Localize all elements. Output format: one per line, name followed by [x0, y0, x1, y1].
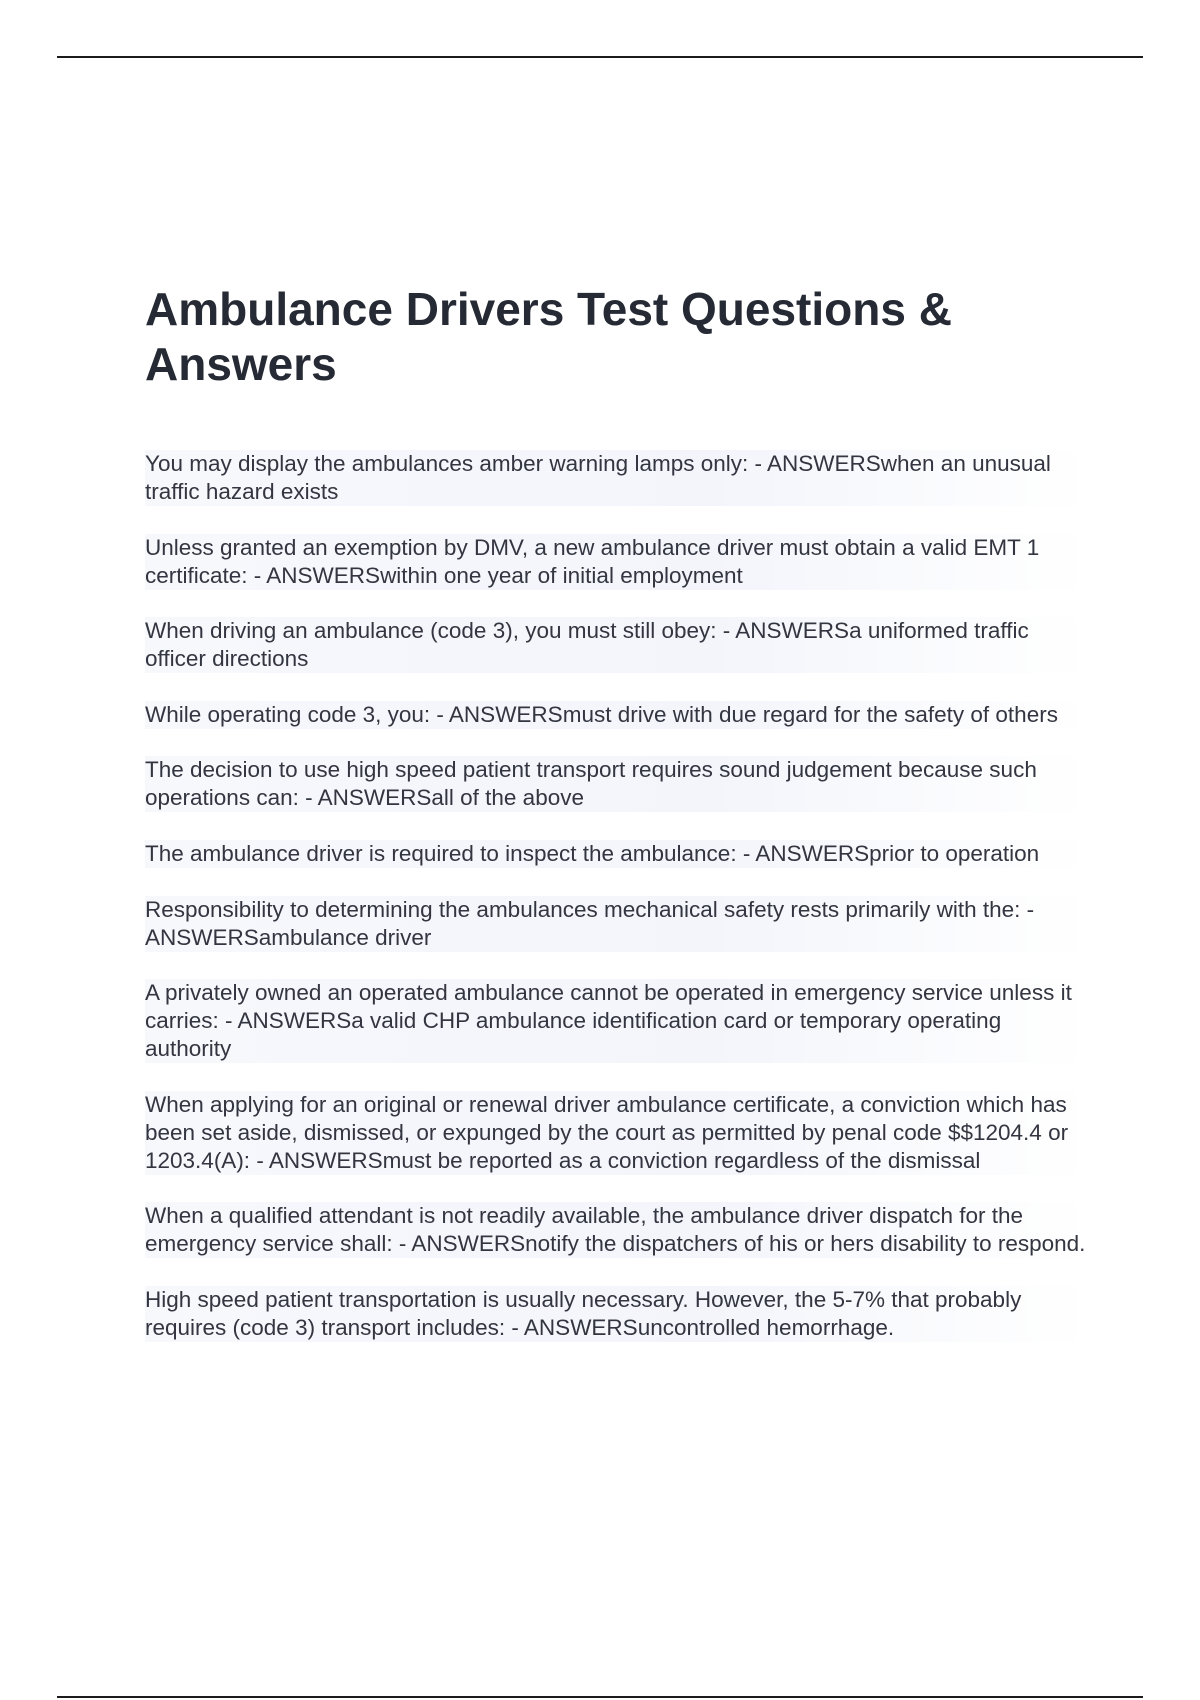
bottom-rule	[57, 1696, 1143, 1698]
qa-item	[145, 840, 1090, 868]
question-text: When applying for an original or renewal driver ambulance certificate, a conviction which has been set aside, dismissed, or expunged by the court as permitted by penal code $$1204.4 or 1203.4(A): - ANSWERS	[145, 1091, 1069, 1173]
answer-text: a uniformed traffic officer directions	[145, 618, 1029, 672]
answer-text: prior to operation	[869, 840, 1040, 866]
question-text: You may display the ambulances amber warning lamps only: - ANSWERS	[145, 451, 881, 476]
qa-item	[145, 756, 1090, 812]
answer-text: must drive with due regard for the safety of others	[562, 701, 1058, 727]
question-text: While operating code 3, you: - ANSWERS	[145, 701, 563, 727]
document-body	[145, 282, 1090, 1370]
answer-text: uncontrolled hemorrhage.	[637, 1314, 895, 1340]
question-text: When a qualified attendant is not readily available, the ambulance driver dispatch for the emergency service shall: - ANSWERS	[145, 1203, 1024, 1257]
qa-item	[145, 450, 1090, 506]
question-text: The decision to use high speed patient transport requires sound judgement because such operations can: - ANSWERS	[145, 757, 1037, 811]
top-rule	[57, 56, 1143, 58]
question-text: A privately owned an operated ambulance cannot be operated in emergency service unless it carries: - ANSWERS	[145, 980, 1072, 1034]
qa-item	[145, 1286, 1090, 1342]
answer-text: notify the dispatchers of his or hers disability to respond.	[525, 1231, 1086, 1257]
question-text: Unless granted an exemption by DMV, a new ambulance driver must obtain a valid EMT 1 certificate: - ANSWERS	[145, 534, 1040, 588]
qa-item	[145, 534, 1090, 590]
qa-item	[145, 701, 1090, 729]
answer-text: a valid CHP ambulance identification card or temporary operating authority	[145, 1008, 1002, 1062]
answer-text: ambulance driver	[258, 924, 432, 950]
qa-item	[145, 1202, 1090, 1258]
document-title: Ambulance Drivers Test Questions & Answers	[145, 283, 952, 390]
question-text: Responsibility to determining the ambulances mechanical safety rests primarily with the: - ANSWERS	[145, 896, 1035, 950]
question-text: The ambulance driver is required to inspect the ambulance: - ANSWERS	[145, 840, 870, 866]
answer-text: when an unusual traffic hazard exists	[145, 451, 1051, 504]
answer-text: all of the above	[431, 785, 584, 811]
qa-item	[145, 896, 1090, 952]
qa-item	[145, 1091, 1090, 1175]
answer-text: must be reported as a conviction regardless of the dismissal	[382, 1147, 981, 1173]
qa-item	[145, 979, 1090, 1063]
qa-item	[145, 617, 1090, 673]
qa-list	[145, 450, 1090, 1342]
question-text: High speed patient transportation is usually necessary. However, the 5-7% that probably requires (code 3) transport includes: - ANSWERS	[145, 1286, 1022, 1340]
answer-text: within one year of initial employment	[380, 562, 743, 588]
question-text: When driving an ambulance (code 3), you must still obey: - ANSWERS	[145, 618, 850, 644]
